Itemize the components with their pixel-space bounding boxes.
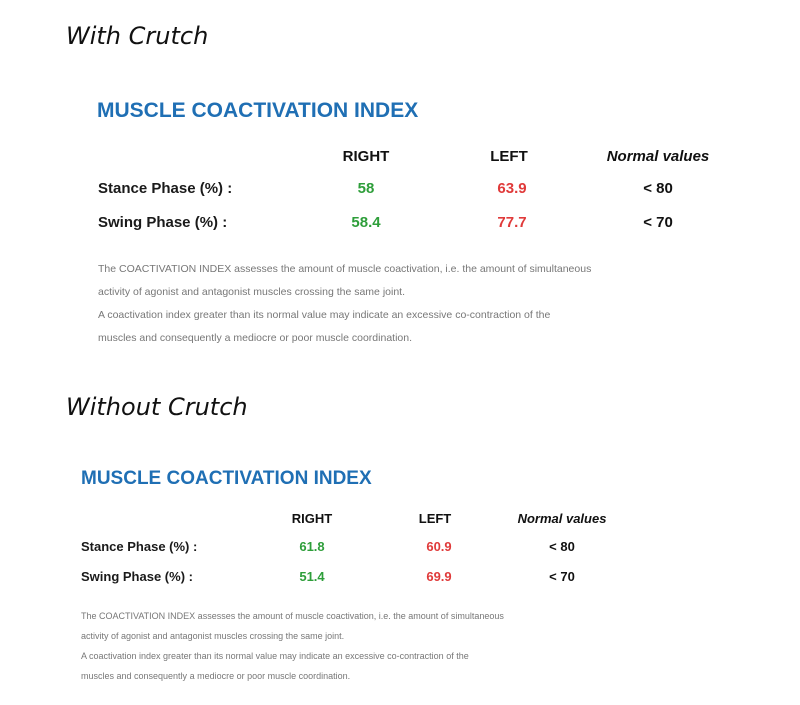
description-line: activity of agonist and antagonist muscles crossing the same joint. bbox=[81, 631, 345, 641]
stance-right-value: 61.8 bbox=[299, 539, 325, 554]
description-line: muscles and consequently a mediocre or poor muscle coordination. bbox=[81, 671, 351, 681]
column-header-normal-values: Normal values bbox=[606, 148, 710, 165]
swing-right-value: 58.4 bbox=[351, 214, 381, 231]
stance-left-value: 63.9 bbox=[497, 180, 527, 197]
column-header-left: LEFT bbox=[418, 511, 452, 526]
description-line: The COACTIVATION INDEX assesses the amount of muscle coactivation, i.e. the amount of simultaneous bbox=[81, 611, 504, 621]
description-line: A coactivation index greater than its normal value may indicate an excessive co-contraction of the bbox=[81, 651, 469, 661]
description bbox=[98, 258, 591, 350]
row-label-stance-phase: Stance Phase (%) : bbox=[98, 180, 233, 197]
description-line: A coactivation index greater than its normal value may indicate an excessive co-contraction of the bbox=[98, 309, 551, 321]
column-header-right: RIGHT bbox=[291, 511, 333, 526]
swing-normal-value: < 70 bbox=[643, 214, 673, 231]
section-heading: Without Crutch bbox=[66, 393, 248, 421]
stance-normal-value: < 80 bbox=[643, 180, 673, 197]
index-title: MUSCLE COACTIVATION INDEX bbox=[97, 99, 419, 122]
section-heading: With Crutch bbox=[66, 22, 209, 50]
description-line: muscles and consequently a mediocre or poor muscle coordination. bbox=[98, 332, 413, 344]
stance-right-value: 58 bbox=[357, 180, 375, 197]
swing-normal-value: < 70 bbox=[549, 569, 575, 584]
description bbox=[81, 606, 504, 686]
column-header-right: RIGHT bbox=[342, 148, 390, 165]
swing-left-value: 77.7 bbox=[497, 214, 527, 231]
stance-normal-value: < 80 bbox=[549, 539, 575, 554]
column-header-normal-values: Normal values bbox=[517, 511, 607, 526]
stance-left-value: 60.9 bbox=[426, 539, 452, 554]
description-line: activity of agonist and antagonist muscles crossing the same joint. bbox=[98, 286, 405, 298]
row-label-swing-phase: Swing Phase (%) : bbox=[98, 214, 228, 231]
column-header-left: LEFT bbox=[490, 148, 528, 165]
row-label-stance-phase: Stance Phase (%) : bbox=[81, 539, 198, 554]
description-line: The COACTIVATION INDEX assesses the amount of muscle coactivation, i.e. the amount of simultaneous bbox=[98, 263, 592, 275]
swing-right-value: 51.4 bbox=[299, 569, 325, 584]
index-title: MUSCLE COACTIVATION INDEX bbox=[81, 468, 372, 489]
swing-left-value: 69.9 bbox=[426, 569, 452, 584]
row-label-swing-phase: Swing Phase (%) : bbox=[81, 569, 193, 584]
